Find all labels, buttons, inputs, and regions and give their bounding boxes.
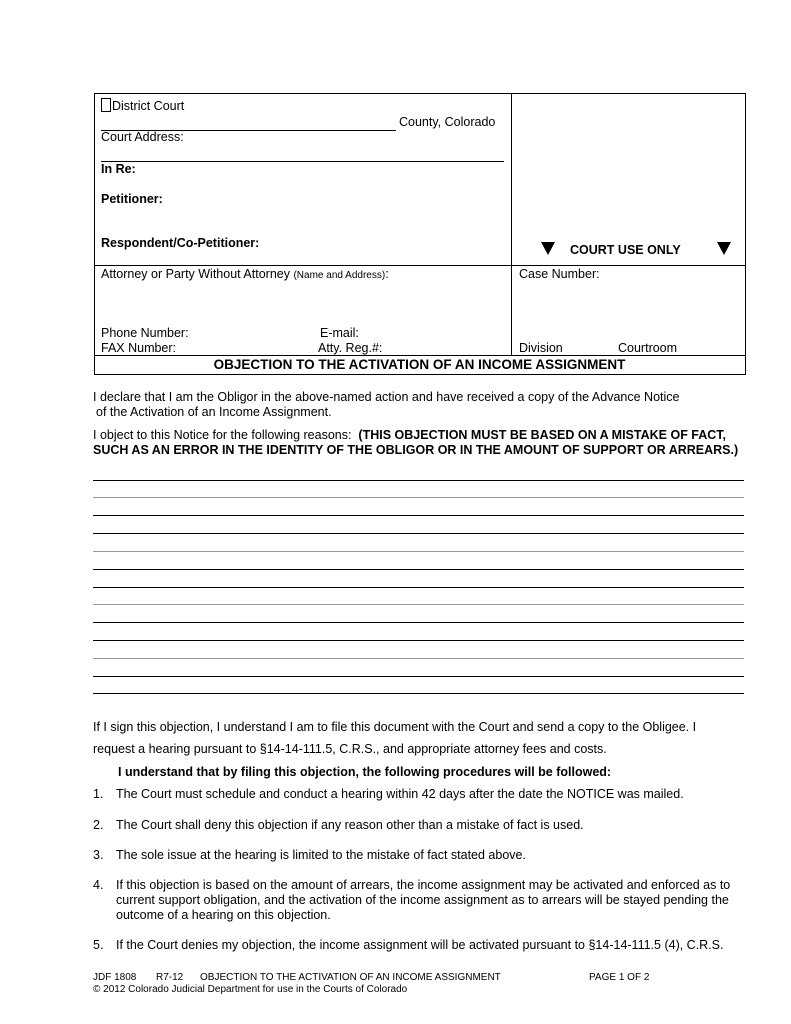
reason-line[interactable] bbox=[93, 480, 744, 481]
list-item-number: 5. bbox=[93, 938, 104, 952]
case-number-label: Case Number: bbox=[519, 267, 600, 281]
list-item-number: 3. bbox=[93, 848, 104, 862]
reason-line[interactable] bbox=[93, 676, 744, 677]
footer-form-id: JDF 1808 bbox=[93, 972, 137, 983]
sign-line-1: If I sign this objection, I understand I am to file this document with the Court and send a copy to the Obligee. I bbox=[93, 720, 697, 734]
court-use-only: COURT USE ONLY bbox=[570, 243, 681, 257]
list-item-number: 4. bbox=[93, 878, 104, 892]
district-court-line bbox=[101, 98, 184, 113]
county-label: County, Colorado bbox=[399, 115, 496, 129]
footer-page: PAGE 1 OF 2 bbox=[589, 972, 650, 983]
attorney-sub-label: (Name and Address) bbox=[293, 270, 386, 281]
email-label: E-mail: bbox=[320, 326, 359, 340]
list-item-text: The Court must schedule and conduct a hearing within 42 days after the date the NOTICE was mailed. bbox=[116, 787, 684, 801]
title-top-rule bbox=[94, 355, 745, 356]
footer-title: OBJECTION TO THE ACTIVATION OF AN INCOME ASSIGNMENT bbox=[200, 972, 501, 983]
reason-line[interactable] bbox=[93, 515, 744, 516]
list-item-text: If this objection is based on the amount of arrears, the income assignment may be activated and enforced as to current support obligation, and the activation of the income assignment as to arrears will be stayed pending the outcome of a hearing on this objection. bbox=[116, 878, 731, 922]
declare-line-1: I declare that I am the Obligor in the above-named action and have received a copy of the Advance Notice bbox=[93, 390, 680, 404]
reason-line[interactable] bbox=[93, 587, 744, 588]
list-item-text: The sole issue at the hearing is limited to the mistake of fact stated above. bbox=[116, 848, 526, 862]
phone-label: Phone Number: bbox=[101, 326, 189, 340]
object-bold-1: (THIS OBJECTION MUST BE BASED ON A MISTAKE OF FACT, bbox=[358, 428, 727, 442]
procedures-heading: I understand that by filing this objection, the following procedures will be followed: bbox=[118, 765, 612, 779]
footer-revision: R7-12 bbox=[156, 972, 184, 983]
caption-box bbox=[94, 93, 746, 375]
list-item-number: 1. bbox=[93, 787, 104, 801]
court-address-blank[interactable] bbox=[101, 161, 504, 162]
petitioner-label: Petitioner: bbox=[101, 192, 163, 206]
reason-line[interactable] bbox=[93, 551, 744, 552]
attorney-colon: : bbox=[385, 267, 389, 281]
reason-line[interactable] bbox=[93, 693, 744, 694]
down-arrow-right-icon bbox=[717, 242, 731, 258]
reason-line[interactable] bbox=[93, 658, 744, 659]
list-item-text: If the Court denies my objection, the income assignment will be activated pursuant to §14-14-111.5 (4), C.R.S. bbox=[116, 938, 724, 952]
down-arrow-left-icon bbox=[541, 242, 555, 258]
district-court-label: District Court bbox=[112, 99, 185, 113]
respondent-label: Respondent/Co-Petitioner: bbox=[101, 236, 260, 250]
reason-line[interactable] bbox=[93, 533, 744, 534]
reason-line[interactable] bbox=[93, 640, 744, 641]
atty-reg-label: Atty. Reg.#: bbox=[318, 341, 383, 355]
district-court-checkbox[interactable] bbox=[101, 98, 111, 112]
reason-line[interactable] bbox=[93, 569, 744, 570]
attorney-label-line bbox=[101, 267, 389, 281]
caption-mid-rule bbox=[94, 265, 745, 266]
caption-divider bbox=[511, 93, 512, 355]
declare-line-2: of the Activation of an Income Assignment. bbox=[96, 405, 332, 419]
courtroom-label: Courtroom bbox=[618, 341, 678, 355]
list-item-number: 2. bbox=[93, 818, 104, 832]
division-label: Division bbox=[519, 341, 563, 355]
object-bold-2: SUCH AS AN ERROR IN THE IDENTITY OF THE OBLIGOR OR IN THE AMOUNT OF SUPPORT OR ARREARS.) bbox=[93, 443, 739, 457]
reason-line[interactable] bbox=[93, 604, 744, 605]
object-line-1 bbox=[93, 428, 726, 443]
court-address-label: Court Address: bbox=[101, 130, 184, 144]
in-re-label: In Re: bbox=[101, 162, 136, 176]
list-item-text: The Court shall deny this objection if any reason other than a mistake of fact is used. bbox=[116, 818, 584, 832]
object-intro: I object to this Notice for the following reasons: bbox=[93, 428, 352, 442]
reason-line[interactable] bbox=[93, 622, 744, 623]
sign-line-2: request a hearing pursuant to §14-14-111.5, C.R.S., and appropriate attorney fees and costs. bbox=[93, 742, 607, 756]
footer-copyright: © 2012 Colorado Judicial Department for use in the Courts of Colorado bbox=[93, 984, 408, 995]
fax-label: FAX Number: bbox=[101, 341, 177, 355]
reason-line[interactable] bbox=[93, 497, 744, 498]
attorney-label: Attorney or Party Without Attorney bbox=[101, 267, 290, 281]
form-title: OBJECTION TO THE ACTIVATION OF AN INCOME ASSIGNMENT bbox=[213, 357, 626, 372]
